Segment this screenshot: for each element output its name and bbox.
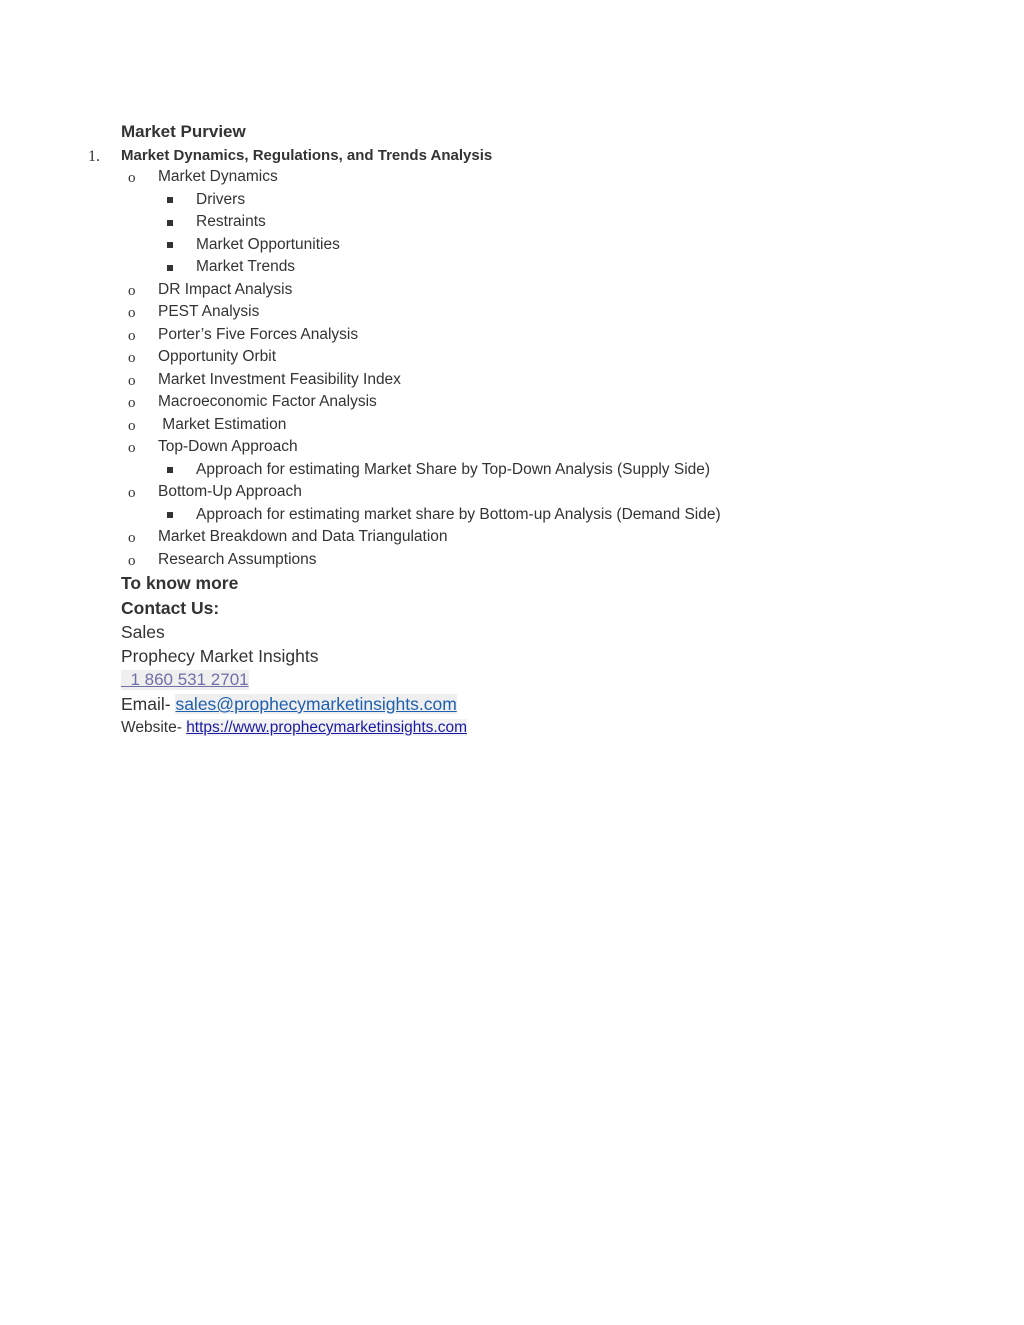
list-subitem: Market Opportunities [196, 236, 340, 253]
list-item: Top-Down Approach [158, 438, 298, 455]
bullet-circle: o [128, 530, 136, 546]
bullet-square [167, 265, 173, 271]
list-item: Opportunity Orbit [158, 348, 277, 365]
list-item: PEST Analysis [158, 303, 260, 320]
contact-us-heading: Contact Us: [121, 598, 220, 618]
website-label: Website- [121, 719, 187, 736]
list-item: Porter’s Five Forces Analysis [158, 326, 359, 343]
list-subitem: Approach for estimating market share by Bottom-up Analysis (Demand Side) [196, 506, 721, 523]
company-name: Prophecy Market Insights [121, 646, 319, 666]
bullet-square [167, 467, 173, 473]
bullet-circle: o [128, 350, 136, 366]
section-title: Market Dynamics, Regulations, and Trends Analysis [121, 147, 493, 164]
bullet-circle: o [128, 328, 136, 344]
email-link[interactable]: sales@prophecymarketinsights.com [175, 694, 457, 714]
list-item: Market Breakdown and Data Triangulation [158, 528, 448, 545]
list-subitem: Drivers [196, 191, 246, 208]
know-more-heading: To know more [121, 573, 239, 593]
list-subitem: Market Trends [196, 258, 296, 275]
bullet-square [167, 512, 173, 518]
list-item: Bottom-Up Approach [158, 483, 302, 500]
list-item: Research Assumptions [158, 551, 317, 568]
department-label: Sales [121, 622, 165, 642]
bullet-circle: o [128, 170, 136, 186]
website-row [121, 719, 467, 737]
website-link[interactable]: https://www.prophecymarketinsights.com [186, 719, 468, 736]
bullet-circle: o [128, 373, 136, 389]
bullet-circle: o [128, 283, 136, 299]
bullet-square [167, 197, 173, 203]
list-item: Market Estimation [158, 416, 287, 433]
bullet-square [167, 220, 173, 226]
bullet-circle: o [128, 553, 136, 569]
bullet-square [167, 242, 173, 248]
list-subitem: Approach for estimating Market Share by Top-Down Analysis (Supply Side) [196, 461, 711, 478]
list-item: Market Investment Feasibility Index [158, 371, 401, 388]
page-heading: Market Purview [121, 122, 246, 141]
phone-link[interactable]: 1 860 531 2701 [121, 670, 249, 689]
bullet-circle: o [128, 440, 136, 456]
bullet-circle: o [128, 485, 136, 501]
bullet-circle: o [128, 395, 136, 411]
bullet-circle: o [128, 305, 136, 321]
list-item: Macroeconomic Factor Analysis [158, 393, 377, 410]
list-subitem: Restraints [196, 213, 266, 230]
email-row [121, 694, 457, 715]
list-item: Market Dynamics [158, 168, 278, 185]
list-item: DR Impact Analysis [158, 281, 293, 298]
section-number: 1. [88, 148, 100, 165]
email-label: Email- [121, 694, 176, 714]
bullet-circle: o [128, 418, 136, 434]
